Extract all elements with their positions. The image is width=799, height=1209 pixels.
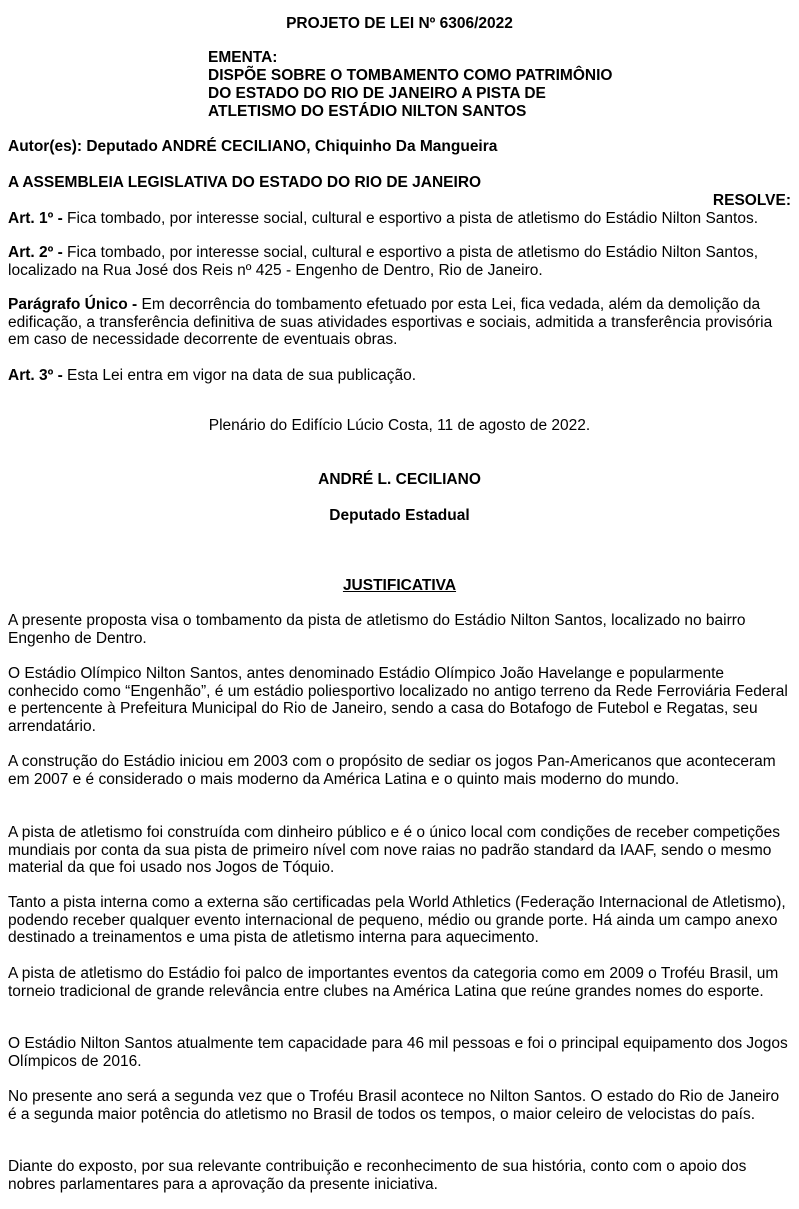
authors-line: Autor(es): Deputado ANDRÉ CECILIANO, Chiquinho Da Mangueira [8,138,498,155]
justificativa-heading: JUSTIFICATIVA [342,577,457,594]
paragrafo-unico-label: Parágrafo Único - [8,296,138,313]
ementa-line: DISPÕE SOBRE O TOMBAMENTO COMO PATRIMÔNIO [208,67,613,84]
assembly-heading: A ASSEMBLEIA LEGISLATIVA DO ESTADO DO RIO DE JANEIRO [8,174,482,191]
justificativa-paragraph: A presente proposta visa o tombamento da pista de atletismo do Estádio Nilton Santos, localizado no bairro Engenho de Dentro. [8,612,746,647]
bill-title: PROJETO DE LEI Nº 6306/2022 [286,15,513,32]
article-1-text: Fica tombado, por interesse social, cultural e esportivo a pista de atletismo do Estádio Nilton Santos. [62,210,759,227]
ementa-line: DO ESTADO DO RIO DE JANEIRO A PISTA DE [208,85,546,102]
resolve-label: RESOLVE: [712,192,791,209]
paragrafo-unico-text: Em decorrência do tombamento efetuado por esta Lei, fica vedada, além da demolição da edificação, a transferência definitiva de suas atividades esportivas e sociais, admitida a transferência provisória em caso de necessidade decorrente de eventuais obras. [8,296,773,348]
justificativa-paragraph: O Estádio Nilton Santos atualmente tem capacidade para 46 mil pessoas e foi o principal equipamento dos Jogos Olímpicos de 2016. [8,1035,788,1070]
justificativa-paragraph: Tanto a pista interna como a externa são certificadas pela World Athletics (Federação Internacional de Atletismo), podendo receber qualquer evento internacional de pequeno, médio ou grande porte. Há ainda um campo anexo destinado a treinamentos e uma pista de atletismo interna para aquecimento. [8,894,786,946]
article-3-text: Esta Lei entra em vigor na data de sua publicação. [62,367,417,384]
justificativa-paragraph: No presente ano será a segunda vez que o Troféu Brasil acontece no Nilton Santos. O estado do Rio de Janeiro é a segunda maior potência do atletismo no Brasil de todos os tempos, o maior celeiro de velocistas do país. [8,1088,780,1123]
article-1 [8,210,792,228]
article-3-label: Art. 3º - [8,367,63,384]
signer-role: Deputado Estadual [329,507,470,524]
article-2 [8,244,792,279]
article-2-label: Art. 2º - [8,244,63,261]
ementa-line: ATLETISMO DO ESTÁDIO NILTON SANTOS [208,103,527,120]
plenario-line: Plenário do Edifício Lúcio Costa, 11 de agosto de 2022. [208,417,591,434]
article-1-label: Art. 1º - [8,210,63,227]
justificativa-paragraph: A pista de atletismo foi construída com dinheiro público e é o único local com condições de receber competições mundiais por conta da sua pista de primeiro nível com nove raias no padrão standard da IAAF, sendo o mesmo material da que foi usado nos Jogos de Tóquio. [8,824,780,876]
justificativa-paragraph: A pista de atletismo do Estádio foi palco de importantes eventos da categoria como em 2009 o Troféu Brasil, um torneio tradicional de grande relevância entre clubes na América Latina que reúne grandes nomes do esporte. [8,965,779,1000]
article-2-text: Fica tombado, por interesse social, cultural e esportivo a pista de atletismo do Estádio Nilton Santos, localizado na Rua José dos Reis nº 425 - Engenho de Dentro, Rio de Janeiro. [8,244,759,279]
justificativa-paragraph: O Estádio Olímpico Nilton Santos, antes denominado Estádio Olímpico João Havelange e popularmente conhecido como “Engenhão”, é um estádio poliesportivo localizado no antigo terreno da Rede Ferroviária Federal e pertencente à Prefeitura Municipal do Rio de Janeiro, sendo a casa do Botafogo de Futebol e Regatas, seu arrendatário. [8,665,788,735]
justificativa-paragraph: A construção do Estádio iniciou em 2003 com o propósito de sediar os jogos Pan-Americanos que aconteceram em 2007 e é considerado o mais moderno da América Latina e o quinto mais moderno do mundo. [8,753,776,788]
paragrafo-unico [8,296,792,349]
justificativa-paragraph: Diante do exposto, por sua relevante contribuição e reconhecimento de sua história, conto com o apoio dos nobres parlamentares para a aprovação da presente iniciativa. [8,1158,747,1193]
article-3 [8,367,792,385]
ementa-block [208,49,768,121]
signer-name: ANDRÉ L. CECILIANO [318,471,481,488]
ementa-label: EMENTA: [208,49,278,66]
